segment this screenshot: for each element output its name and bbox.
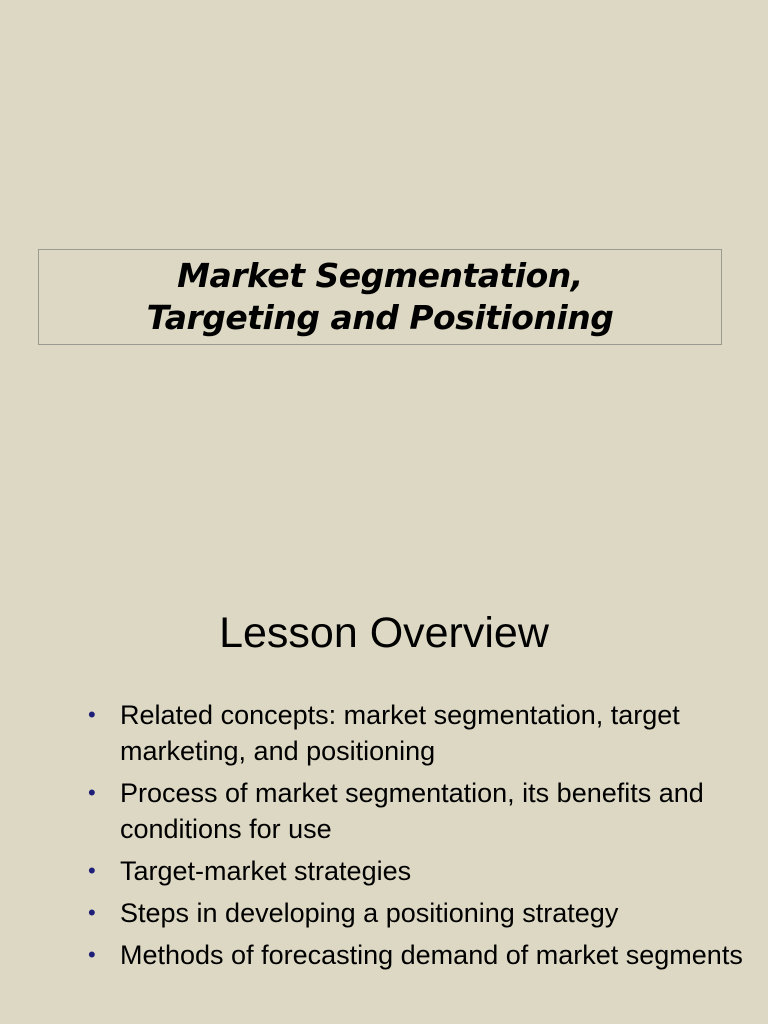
bullet-text: Related concepts: market segmentation, target marketing, and positioning <box>120 700 680 766</box>
bullet-item-2 <box>84 775 744 847</box>
bullet-dot-icon: • <box>88 780 96 805</box>
bullet-item-3 <box>84 853 744 889</box>
bullet-item-5 <box>84 937 744 973</box>
overview-heading: Lesson Overview <box>219 609 549 657</box>
bullet-text: Process of market segmentation, its benefits and conditions for use <box>120 778 704 844</box>
bullet-item-4 <box>84 895 744 931</box>
bullet-text: Methods of forecasting demand of market segments <box>120 940 743 970</box>
bullet-dot-icon: • <box>88 942 96 967</box>
bullet-text: Steps in developing a positioning strategy <box>120 898 619 928</box>
title-box <box>38 249 722 345</box>
title-line-2: Targeting and Positioning <box>146 298 614 337</box>
bullet-dot-icon: • <box>88 900 96 925</box>
overview-bullet-list <box>84 697 744 979</box>
bullet-text: Target-market strategies <box>120 856 412 886</box>
bullet-item-1 <box>84 697 744 769</box>
title-line-1: Market Segmentation, <box>177 256 583 295</box>
bullet-dot-icon: • <box>88 702 96 727</box>
bullet-dot-icon: • <box>88 858 96 883</box>
